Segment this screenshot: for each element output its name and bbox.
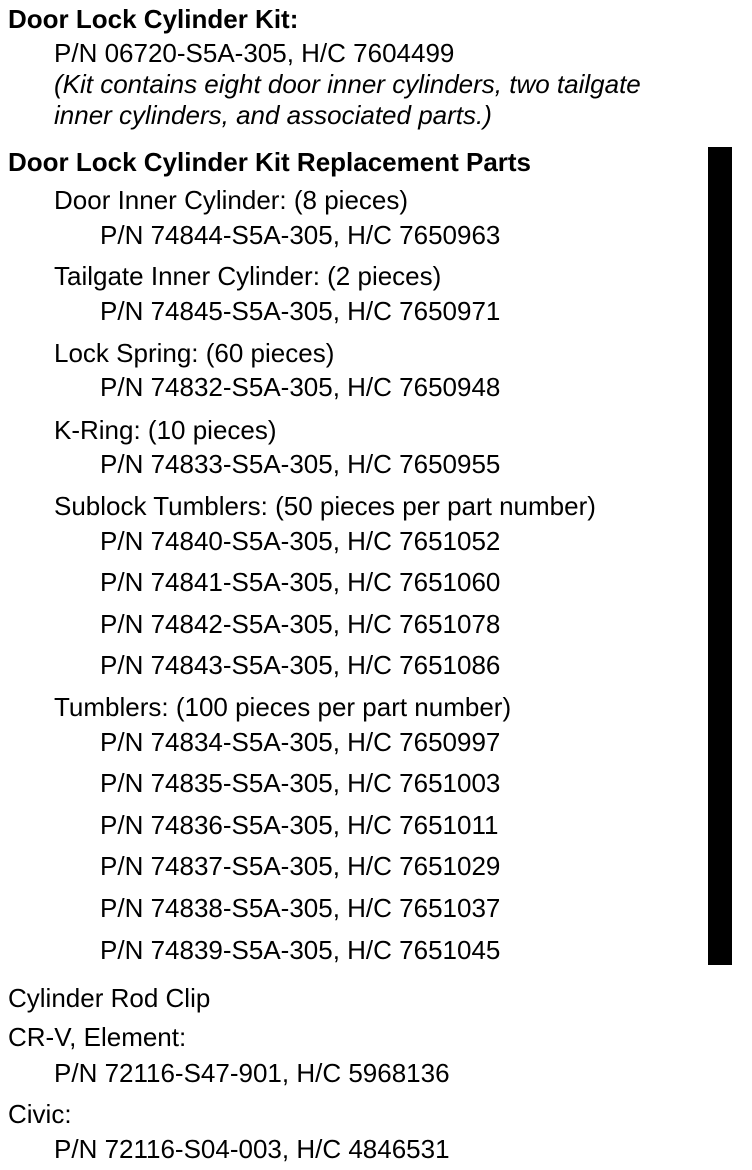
sublock-tumbler-part-number: P/N 74843-S5A-305, H/C 7651086 (100, 650, 501, 680)
lock-spring-label: Lock Spring: (60 pieces) (54, 338, 335, 368)
door-inner-cylinder-label: Door Inner Cylinder: (8 pieces) (54, 185, 409, 215)
tailgate-inner-cylinder-label: Tailgate Inner Cylinder: (2 pieces) (54, 261, 442, 291)
k-ring-label: K-Ring: (10 pieces) (54, 415, 277, 445)
tumbler-part-number: P/N 74834-S5A-305, H/C 7650997 (100, 727, 501, 757)
civic-label: Civic: (8, 1099, 72, 1129)
replacement-heading: Door Lock Cylinder Kit Replacement Parts (8, 147, 532, 177)
sublock-tumbler-part-number: P/N 74841-S5A-305, H/C 7651060 (100, 567, 501, 597)
tumbler-part-number: P/N 74838-S5A-305, H/C 7651037 (100, 893, 501, 923)
k-ring-part-number: P/N 74833-S5A-305, H/C 7650955 (100, 449, 501, 479)
crv-element-part-number: P/N 72116-S47-901, H/C 5968136 (54, 1058, 450, 1088)
tumbler-part-number: P/N 74835-S5A-305, H/C 7651003 (100, 768, 501, 798)
crv-element-label: CR-V, Element: (8, 1022, 187, 1052)
sublock-tumblers-label: Sublock Tumblers: (50 pieces per part number) (54, 491, 596, 521)
rod-clip-heading: Cylinder Rod Clip (8, 983, 211, 1013)
kit-heading: Door Lock Cylinder Kit: (8, 4, 299, 34)
lock-spring-part-number: P/N 74832-S5A-305, H/C 7650948 (100, 372, 501, 402)
civic-part-number: P/N 72116-S04-003, H/C 4846531 (54, 1134, 450, 1164)
tumblers-label: Tumblers: (100 pieces per part number) (54, 692, 512, 722)
tumbler-part-number: P/N 74839-S5A-305, H/C 7651045 (100, 935, 501, 965)
kit-note-line-1: (Kit contains eight door inner cylinders, two tailgate (54, 69, 641, 99)
kit-part-number: P/N 06720-S5A-305, H/C 7604499 (54, 38, 455, 68)
door-inner-cylinder-part-number: P/N 74844-S5A-305, H/C 7650963 (100, 220, 501, 250)
tumbler-part-number: P/N 74837-S5A-305, H/C 7651029 (100, 851, 501, 881)
tailgate-inner-cylinder-part-number: P/N 74845-S5A-305, H/C 7650971 (100, 296, 501, 326)
sublock-tumbler-part-number: P/N 74840-S5A-305, H/C 7651052 (100, 526, 501, 556)
sublock-tumbler-part-number: P/N 74842-S5A-305, H/C 7651078 (100, 609, 501, 639)
kit-note-line-2: inner cylinders, and associated parts.) (54, 100, 492, 130)
tumbler-part-number: P/N 74836-S5A-305, H/C 7651011 (100, 810, 499, 840)
revision-bar (708, 147, 732, 965)
